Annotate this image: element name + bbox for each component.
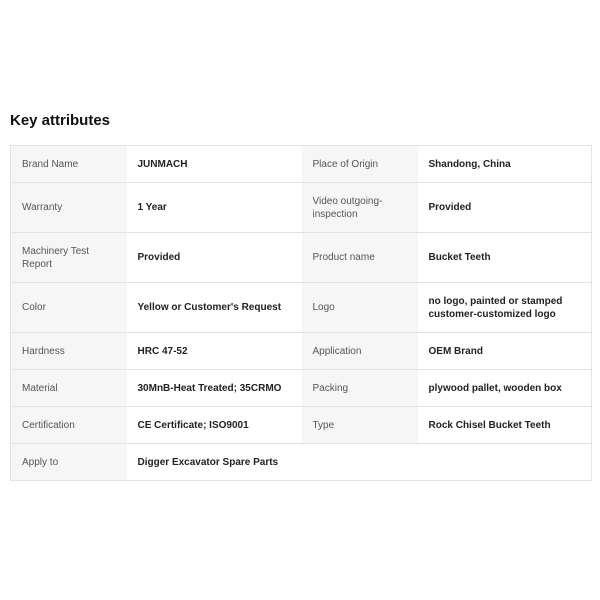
table-row xyxy=(11,233,592,283)
attribute-label: Material xyxy=(11,370,127,407)
attribute-label: Warranty xyxy=(11,183,127,233)
attribute-label: Color xyxy=(11,283,127,333)
attribute-value: plywood pallet, wooden box xyxy=(418,370,592,407)
attribute-value: OEM Brand xyxy=(418,333,592,370)
attribute-value: JUNMACH xyxy=(127,146,302,183)
attribute-value: Shandong, China xyxy=(418,146,592,183)
attribute-label: Type xyxy=(302,407,418,444)
table-row xyxy=(11,370,592,407)
table-row xyxy=(11,333,592,370)
attribute-value: Bucket Teeth xyxy=(418,233,592,283)
table-row xyxy=(11,407,592,444)
attribute-label: Packing xyxy=(302,370,418,407)
attribute-value: 30MnB-Heat Treated; 35CRMO xyxy=(127,370,302,407)
table-row xyxy=(11,444,592,481)
attribute-value: Provided xyxy=(418,183,592,233)
attribute-label: Certification xyxy=(11,407,127,444)
attribute-value: Yellow or Customer's Request xyxy=(127,283,302,333)
attribute-label-empty xyxy=(302,444,418,481)
attribute-label: Place of Origin xyxy=(302,146,418,183)
attribute-value-empty xyxy=(418,444,592,481)
table-row xyxy=(11,146,592,183)
attribute-label: Hardness xyxy=(11,333,127,370)
attribute-value: Rock Chisel Bucket Teeth xyxy=(418,407,592,444)
attribute-value: no logo, painted or stamped customer-customized logo xyxy=(418,283,592,333)
attribute-label: Machinery Test Report xyxy=(11,233,127,283)
table-row xyxy=(11,183,592,233)
attribute-value: Digger Excavator Spare Parts xyxy=(127,444,302,481)
attribute-value: HRC 47-52 xyxy=(127,333,302,370)
attributes-table xyxy=(10,145,592,481)
attribute-label: Logo xyxy=(302,283,418,333)
attribute-label: Video outgoing-inspection xyxy=(302,183,418,233)
attribute-value: Provided xyxy=(127,233,302,283)
attribute-value: 1 Year xyxy=(127,183,302,233)
section-title: Key attributes xyxy=(10,112,111,129)
attribute-value: CE Certificate; ISO9001 xyxy=(127,407,302,444)
attribute-label: Apply to xyxy=(11,444,127,481)
attribute-label: Product name xyxy=(302,233,418,283)
attribute-label: Application xyxy=(302,333,418,370)
attribute-label: Brand Name xyxy=(11,146,127,183)
key-attributes-section xyxy=(10,111,591,481)
table-row xyxy=(11,283,592,333)
